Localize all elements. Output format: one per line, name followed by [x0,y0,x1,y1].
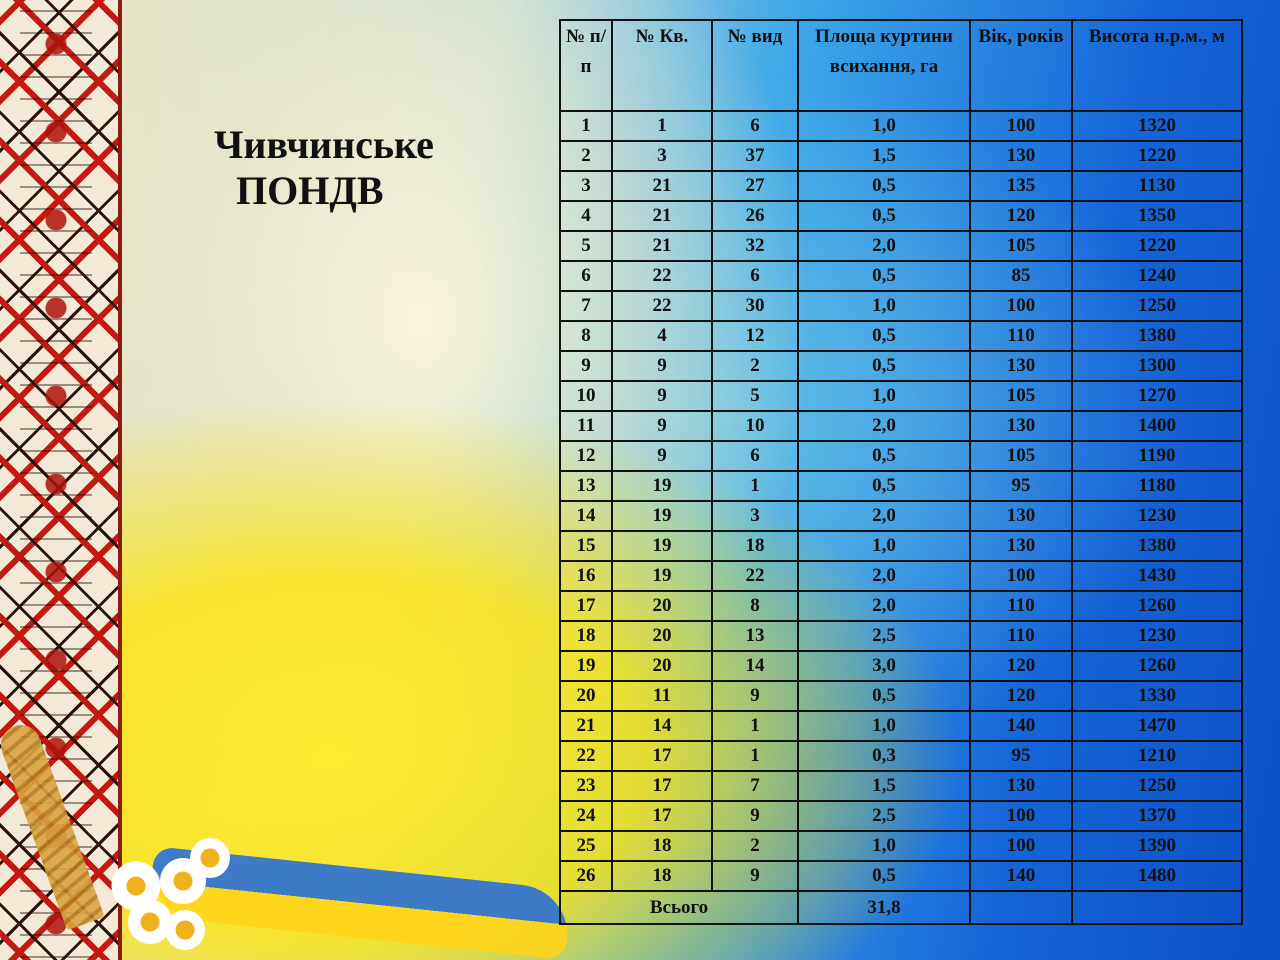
table-row [560,411,1242,441]
cell-altitude: 1430 [1072,561,1242,591]
cell-area: 0,5 [798,441,970,471]
cell-area: 0,5 [798,321,970,351]
table-header-row [560,20,1242,111]
cell-quarter: 17 [612,771,712,801]
cell-altitude: 1400 [1072,411,1242,441]
cell-area: 2,0 [798,591,970,621]
table-row [560,801,1242,831]
cell-quarter: 19 [612,471,712,501]
cell-age: 130 [970,141,1072,171]
cell-quarter: 9 [612,381,712,411]
cell-area: 2,0 [798,501,970,531]
table-row [560,291,1242,321]
cell-area: 2,0 [798,561,970,591]
cell-quarter: 19 [612,531,712,561]
cell-quarter: 20 [612,651,712,681]
cell-quarter: 1 [612,111,712,141]
cell-area: 0,5 [798,201,970,231]
header-quarter: № Кв. [612,20,712,111]
cell-altitude: 1300 [1072,351,1242,381]
table-row [560,321,1242,351]
cell-area: 1,0 [798,291,970,321]
header-area: Площа куртини всихання, га [798,20,970,111]
cell-quarter: 18 [612,861,712,891]
cell-row-number: 5 [560,231,612,261]
cell-quarter: 21 [612,171,712,201]
cell-altitude: 1190 [1072,441,1242,471]
table-row [560,351,1242,381]
cell-section: 27 [712,171,798,201]
daisy-icon [190,838,230,878]
cell-quarter: 4 [612,321,712,351]
cell-altitude: 1350 [1072,201,1242,231]
cell-quarter: 22 [612,261,712,291]
title-line-2: ПОНДВ [236,168,384,213]
cell-altitude: 1130 [1072,171,1242,201]
total-area: 31,8 [798,891,970,924]
cell-quarter: 17 [612,741,712,771]
cell-age: 130 [970,771,1072,801]
cell-section: 1 [712,711,798,741]
table-row [560,681,1242,711]
cell-age: 140 [970,711,1072,741]
cell-row-number: 21 [560,711,612,741]
cell-area: 0,5 [798,861,970,891]
table-row [560,741,1242,771]
cell-area: 0,5 [798,471,970,501]
table-row [560,501,1242,531]
cell-area: 1,0 [798,531,970,561]
cell-altitude: 1180 [1072,471,1242,501]
cell-section: 2 [712,351,798,381]
cell-section: 37 [712,141,798,171]
cell-row-number: 22 [560,741,612,771]
cell-altitude: 1380 [1072,531,1242,561]
cell-section: 6 [712,441,798,471]
cell-section: 9 [712,801,798,831]
cell-area: 2,5 [798,621,970,651]
table-row [560,381,1242,411]
cell-section: 1 [712,741,798,771]
header-section: № вид [712,20,798,111]
cell-row-number: 12 [560,441,612,471]
slide-title [214,122,434,214]
cell-section: 5 [712,381,798,411]
cell-section: 7 [712,771,798,801]
cell-altitude: 1220 [1072,231,1242,261]
cell-section: 3 [712,501,798,531]
table-row [560,141,1242,171]
cell-quarter: 20 [612,621,712,651]
total-height [1072,891,1242,924]
cell-area: 2,0 [798,411,970,441]
cell-row-number: 14 [560,501,612,531]
cell-age: 120 [970,201,1072,231]
cell-row-number: 25 [560,831,612,861]
table-row [560,231,1242,261]
cell-age: 100 [970,561,1072,591]
table-row [560,621,1242,651]
cell-age: 120 [970,651,1072,681]
cell-section: 22 [712,561,798,591]
table-row [560,111,1242,141]
cell-area: 0,5 [798,681,970,711]
cell-section: 13 [712,621,798,651]
cell-age: 100 [970,831,1072,861]
cell-section: 6 [712,261,798,291]
cell-age: 120 [970,681,1072,711]
cell-row-number: 19 [560,651,612,681]
cell-age: 95 [970,471,1072,501]
cell-row-number: 17 [560,591,612,621]
cell-section: 14 [712,651,798,681]
cell-quarter: 14 [612,711,712,741]
cell-altitude: 1320 [1072,111,1242,141]
cell-section: 9 [712,861,798,891]
cell-altitude: 1240 [1072,261,1242,291]
title-line-1: Чивчинське [214,122,434,167]
total-label: Всього [560,891,798,924]
cell-row-number: 1 [560,111,612,141]
table-row [560,591,1242,621]
cell-age: 100 [970,291,1072,321]
cell-row-number: 20 [560,681,612,711]
cell-row-number: 10 [560,381,612,411]
header-row-number: № п/п [560,20,612,111]
cell-altitude: 1390 [1072,831,1242,861]
cell-section: 12 [712,321,798,351]
drying-stands-table [559,19,1243,925]
cell-age: 100 [970,111,1072,141]
cell-quarter: 17 [612,801,712,831]
table-row [560,831,1242,861]
cell-row-number: 8 [560,321,612,351]
table-row [560,261,1242,291]
cell-age: 130 [970,501,1072,531]
cell-section: 10 [712,411,798,441]
cell-area: 1,5 [798,141,970,171]
cell-age: 110 [970,321,1072,351]
cell-row-number: 3 [560,171,612,201]
cell-section: 9 [712,681,798,711]
cell-area: 2,0 [798,231,970,261]
cell-quarter: 22 [612,291,712,321]
table-row [560,201,1242,231]
cell-altitude: 1230 [1072,621,1242,651]
cell-row-number: 4 [560,201,612,231]
cell-age: 105 [970,441,1072,471]
table-row [560,651,1242,681]
cell-altitude: 1210 [1072,741,1242,771]
cell-altitude: 1260 [1072,591,1242,621]
cell-row-number: 9 [560,351,612,381]
cell-altitude: 1480 [1072,861,1242,891]
cell-row-number: 13 [560,471,612,501]
cell-section: 30 [712,291,798,321]
cell-altitude: 1470 [1072,711,1242,741]
cell-altitude: 1380 [1072,321,1242,351]
cell-quarter: 19 [612,501,712,531]
cell-age: 100 [970,801,1072,831]
table-row [560,861,1242,891]
cell-age: 110 [970,621,1072,651]
cell-altitude: 1220 [1072,141,1242,171]
cell-row-number: 6 [560,261,612,291]
cell-age: 105 [970,231,1072,261]
cell-age: 95 [970,741,1072,771]
cell-altitude: 1250 [1072,771,1242,801]
cell-area: 0,3 [798,741,970,771]
table-row [560,171,1242,201]
cell-quarter: 9 [612,441,712,471]
table-row [560,771,1242,801]
cell-area: 1,5 [798,771,970,801]
cell-quarter: 11 [612,681,712,711]
table-body [560,111,1242,891]
table-total-row [560,891,1242,924]
cell-row-number: 16 [560,561,612,591]
cell-row-number: 15 [560,531,612,561]
cell-section: 2 [712,831,798,861]
cell-row-number: 18 [560,621,612,651]
cell-area: 0,5 [798,171,970,201]
daisy-icon [128,900,172,944]
cell-quarter: 21 [612,231,712,261]
cell-section: 26 [712,201,798,231]
cell-altitude: 1250 [1072,291,1242,321]
header-age: Вік, років [970,20,1072,111]
cell-area: 0,5 [798,261,970,291]
cell-row-number: 26 [560,861,612,891]
cell-section: 32 [712,231,798,261]
cell-altitude: 1330 [1072,681,1242,711]
cell-section: 8 [712,591,798,621]
cell-area: 0,5 [798,351,970,381]
cell-quarter: 9 [612,411,712,441]
table-row [560,471,1242,501]
cell-age: 105 [970,381,1072,411]
cell-row-number: 23 [560,771,612,801]
cell-quarter: 19 [612,561,712,591]
cell-area: 1,0 [798,111,970,141]
cell-quarter: 20 [612,591,712,621]
cell-area: 1,0 [798,831,970,861]
cell-age: 85 [970,261,1072,291]
cell-quarter: 9 [612,351,712,381]
cell-quarter: 21 [612,201,712,231]
cell-area: 2,5 [798,801,970,831]
cell-altitude: 1370 [1072,801,1242,831]
cell-altitude: 1260 [1072,651,1242,681]
cell-section: 18 [712,531,798,561]
total-age [970,891,1072,924]
cell-age: 130 [970,351,1072,381]
cell-quarter: 18 [612,831,712,861]
cell-age: 135 [970,171,1072,201]
table-row [560,531,1242,561]
cell-altitude: 1230 [1072,501,1242,531]
cell-section: 1 [712,471,798,501]
cell-area: 1,0 [798,711,970,741]
table-row [560,561,1242,591]
cell-age: 110 [970,591,1072,621]
cell-area: 3,0 [798,651,970,681]
cell-row-number: 2 [560,141,612,171]
cell-section: 6 [712,111,798,141]
table-row [560,711,1242,741]
cell-row-number: 24 [560,801,612,831]
cell-age: 130 [970,531,1072,561]
cell-row-number: 7 [560,291,612,321]
cell-row-number: 11 [560,411,612,441]
table-row [560,441,1242,471]
header-altitude: Висота н.р.м., м [1072,20,1242,111]
cell-age: 130 [970,411,1072,441]
cell-altitude: 1270 [1072,381,1242,411]
cell-age: 140 [970,861,1072,891]
cell-quarter: 3 [612,141,712,171]
cell-area: 1,0 [798,381,970,411]
